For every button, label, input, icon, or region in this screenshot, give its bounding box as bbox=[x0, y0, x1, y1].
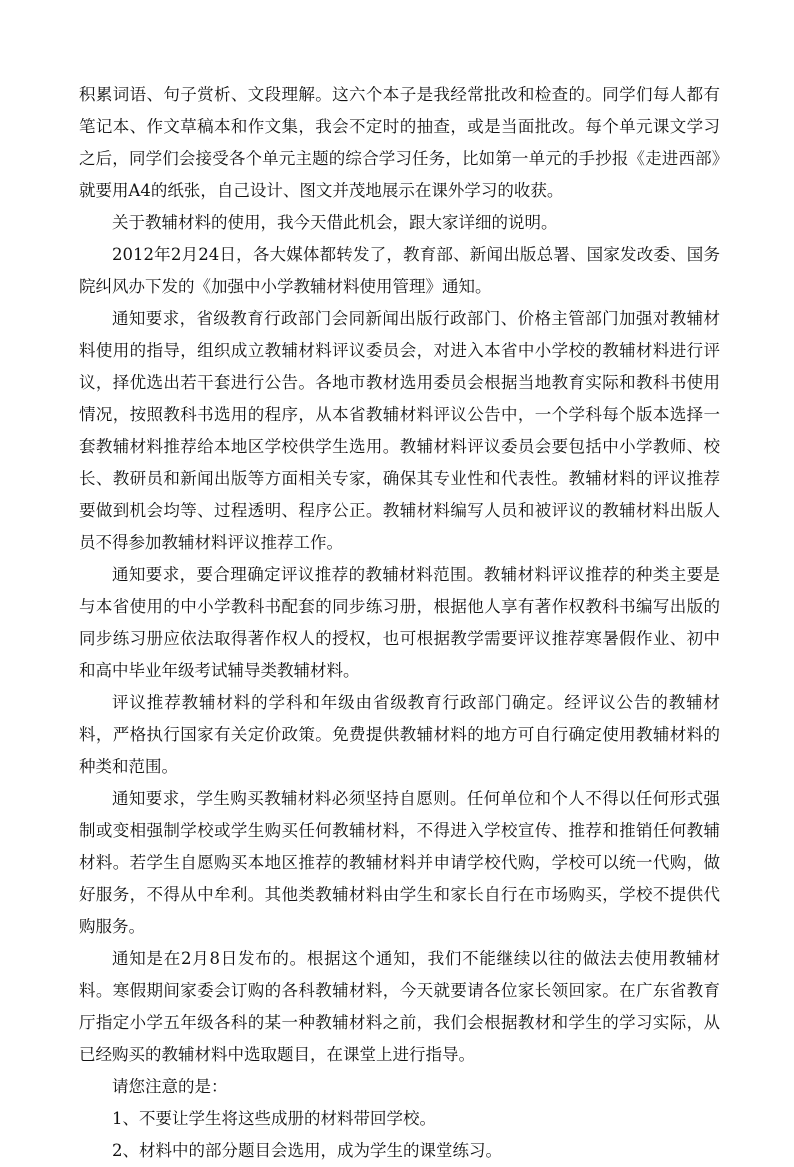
paragraph-notice-guidance: 通知要求，省级教育行政部门会同新闻出版行政部门、价格主管部门加强对教辅材料使用的指导，组织成立教辅材料评议委员会，对进入本省中小学校的教辅材料进行评议，择优选出若干套进行公告。各地市教材选用委员会根据当地教育实际和教科书使用情况，按照教科书选用的程序，从本省教辅材料评议公告中，一个学科每个版本选择一套教辅材料推荐给本地区学校供学生选用。教辅材料评议委员会要包括中小学教师、校长、教研员和新闻出版等方面相关专家，确保其专业性和代表性。教辅材料的评议推荐要做到机会均等、过程透明、程序公正。教辅材料编写人员和被评议的教辅材料出版人员不得参加教辅材料评议推荐工作。 bbox=[79, 309, 720, 552]
list-item-1: 1、不要让学生将这些成册的材料带回学校。 bbox=[112, 1109, 436, 1128]
paragraph-attention: 请您注意的是： bbox=[112, 1077, 228, 1096]
document-body bbox=[79, 79, 720, 1167]
paragraph-continuation: 积累词语、句子赏析、文段理解。这六个本子是我经常批改和检查的。同学们每人都有笔记本、作文草稿本和作文集，我会不定时的抽查，或是当面批改。每个单元课文学习之后，同学们会接受各个单元主题的综合学习任务，比如第一单元的手抄报《走进西部》就要用A4的纸张，自己设计、图文并茂地展示在课外学习的收获。 bbox=[79, 85, 720, 200]
paragraph-materials-intro: 关于教辅材料的使用，我今天借此机会，跟大家详细的说明。 bbox=[112, 213, 558, 232]
list-item-2: 2、材料中的部分题目会选用，成为学生的课堂练习。 bbox=[112, 1141, 502, 1160]
paragraph-voluntary-purchase: 通知要求，学生购买教辅材料必须坚持自愿则。任何单位和个人不得以任何形式强制或变相强制学校或学生购买任何教辅材料，不得进入学校宣传、推荐和推销任何教辅材料。若学生自愿购买本地区推荐的教辅材料并申请学校代购，学校可以统一代购，做好服务，不得从中牟利。其他类教辅材料由学生和家长自行在市场购买，学校不提供代购服务。 bbox=[79, 789, 720, 936]
paragraph-notice-date: 2012年2月24日，各大媒体都转发了，教育部、新闻出版总署、国家发改委、国务院纠风办下发的《加强中小学教辅材料使用管理》通知。 bbox=[79, 245, 720, 296]
paragraph-notice-release: 通知是在2月8日发布的。根据这个通知，我们不能继续以往的做法去使用教辅材料。寒假期间家委会订购的各科教辅材料，今天就要请各位家长领回家。在广东省教育厅指定小学五年级各科的某一种教辅材料之前，我们会根据教材和学生的学习实际，从已经购买的教辅材料中选取题目，在课堂上进行指导。 bbox=[79, 949, 720, 1064]
paragraph-notice-scope: 通知要求，要合理确定评议推荐的教辅材料范围。教辅材料评议推荐的种类主要是与本省使用的中小学教科书配套的同步练习册，根据他人享有著作权教科书编写出版的同步练习册应依法取得著作权人的授权，也可根据教学需要评议推荐寒暑假作业、初中和高中毕业年级考试辅导类教辅材料。 bbox=[79, 565, 720, 680]
paragraph-subjects-pricing: 评议推荐教辅材料的学科和年级由省级教育行政部门确定。经评议公告的教辅材料，严格执行国家有关定价政策。免费提供教辅材料的地方可自行确定使用教辅材料的种类和范围。 bbox=[79, 693, 720, 776]
